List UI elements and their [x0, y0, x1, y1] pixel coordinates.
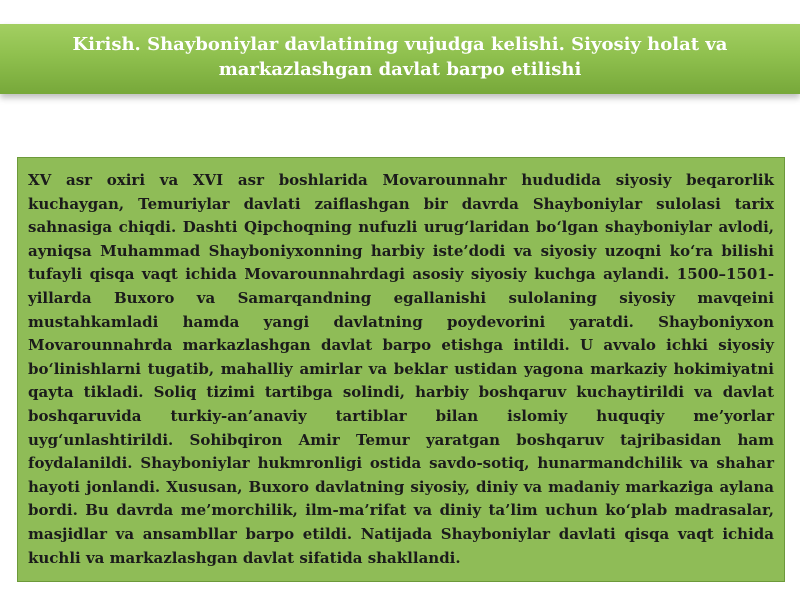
title-banner — [0, 24, 800, 94]
slide-title: Kirish. Shayboniylar davlatining vujudga kelishi. Siyosiy holat va markazlashgan davlat barpo etilishi — [72, 34, 728, 80]
content-box — [17, 157, 785, 582]
body-paragraph: XV asr oxiri va XVI asr boshlarida Movarounnahr hududida siyosiy beqarorlik kuchaygan, Temuriylar davlati zaiflashgan bir davrda Shayboniylar sulolasi tarix sahnasiga chiqdi. Dashti Qipchoqning nufuzli urug‘laridan bo‘lgan shayboniylar avlodi, ayniqsa Muhammad Shayboniyxonning harbiy iste’dodi va siyosiy uzoqni ko‘ra bilishi tufayli qisqa vaqt ichida Movarounnahrdagi asosiy siyosiy kuchga aylandi. 1500–1501-yillarda Buxoro va Samarqandning egallanishi sulolaning siyosiy mavqeini mustahkamladi hamda yangi davlatning poydevorini yaratdi. Shayboniyxon Movarounnahrda markazlashgan davlat barpo etishga intildi. U avvalo ichki siyosiy bo‘linishlarni tugatib, mahalliy amirlar va beklar ustidan yagona markaziy hokimiyatni qayta tikladi. Soliq tizimi tartibga solindi, harbiy boshqaruv kuchaytirildi va davlat boshqaruvida turkiy-an’anaviy tartiblar bilan islomiy huquqiy me’yorlar uyg‘unlashtirildi. Sohibqiron Amir Temur yaratgan boshqaruv tajribasidan ham foydalanildi. Shayboniylar hukmronligi ostida savdo-sotiq, hunarmandchilik va shahar hayoti jonlandi. Xususan, Buxoro davlatning siyosiy, diniy va madaniy markaziga aylana bordi. Bu davrda me’morchilik, ilm-ma’rifat va diniy ta’lim uchun ko‘plab madrasalar, masjidlar va ansambllar barpo etildi. Natijada Shayboniylar davlati qisqa vaqt ichida kuchli va markazlashgan davlat sifatida shakllandi. — [28, 171, 774, 567]
